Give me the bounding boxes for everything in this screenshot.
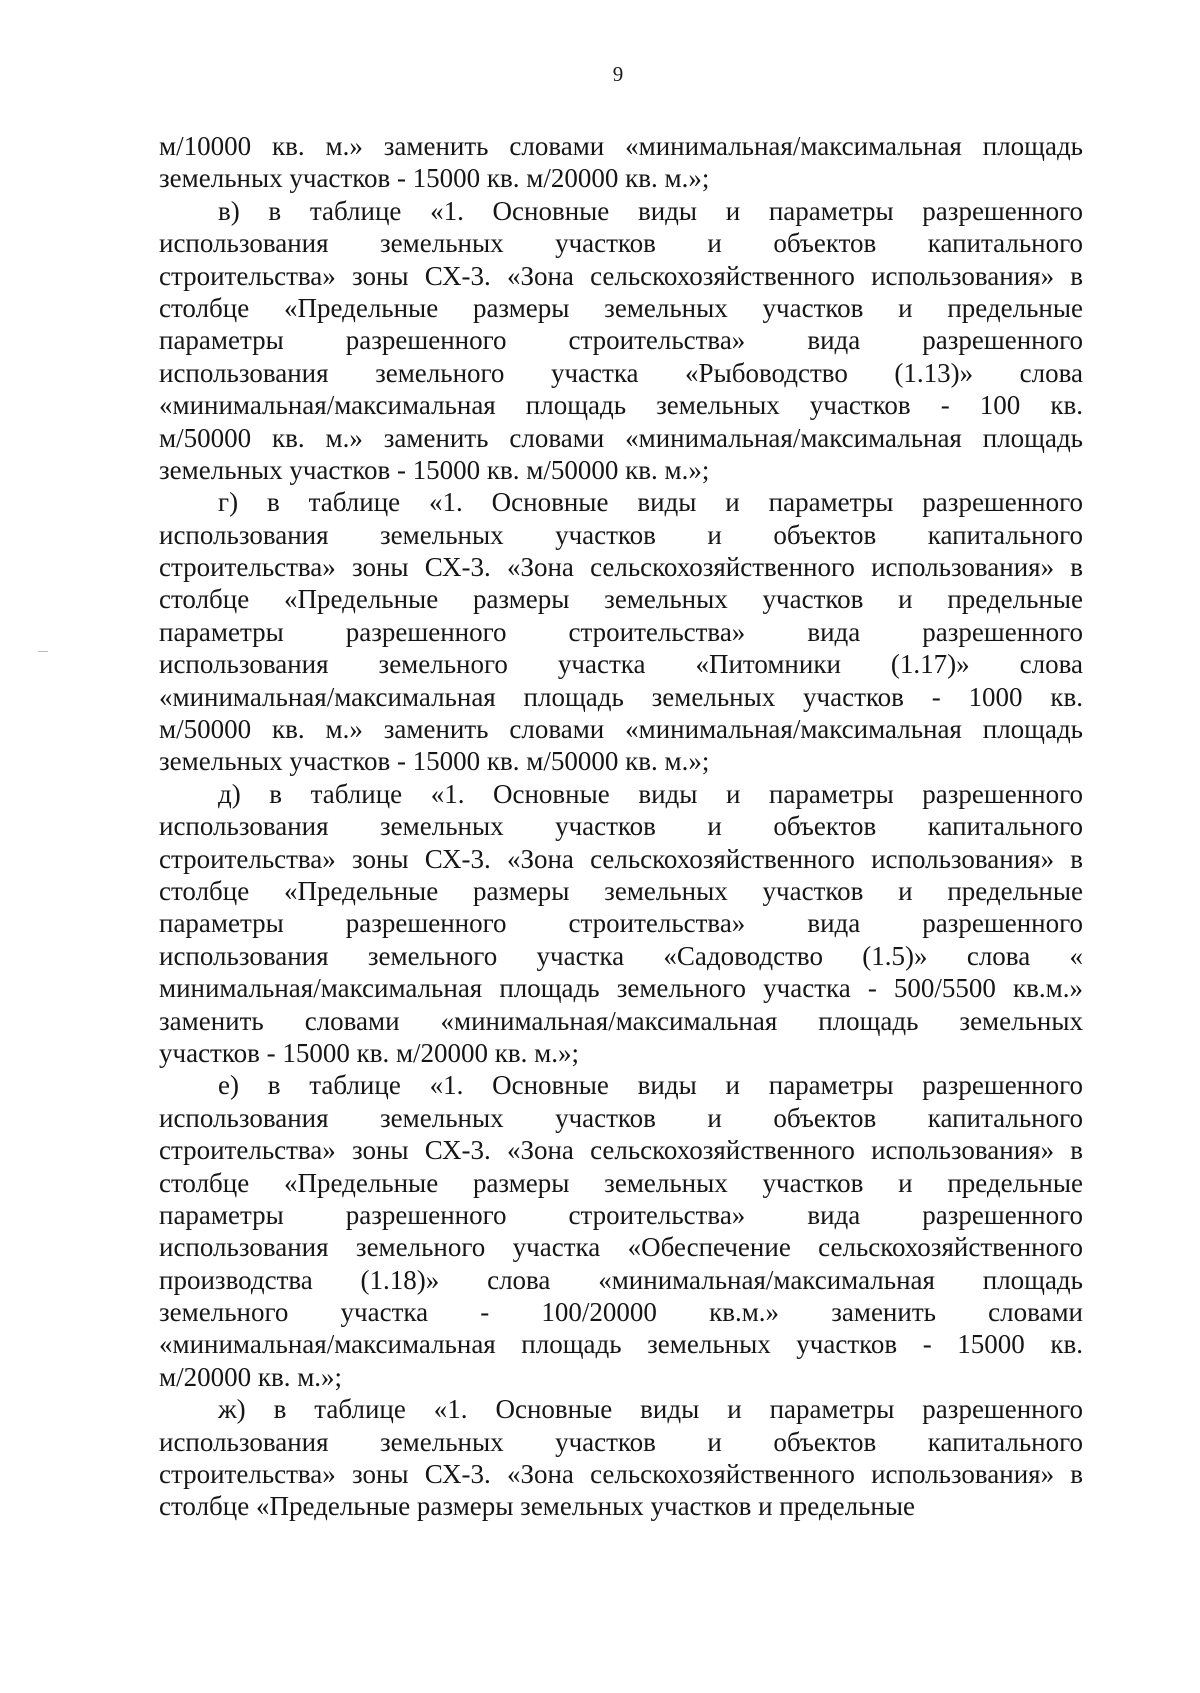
text-line: «минимальная/максимальная площадь земельных участков - 1000 кв. [159,681,1083,712]
text-line: строительства» зоны СХ-3. «Зона сельскохозяйственного использования» в [159,1135,1083,1166]
text-line: земельного участка - 100/20000 кв.м.» заменить словами [159,1297,1083,1328]
text-line: параметры разрешенного строительства» вида разрешенного [159,616,1083,647]
page-number: 9 [612,62,624,86]
text-line: использования земельного участка «Рыбоводство (1.13)» слова [159,357,1083,388]
paragraph-e [159,1069,1083,1393]
text-line: м/10000 кв. м.» заменить словами «минимальная/максимальная площадь [159,131,1083,161]
text-line: земельных участков - 15000 кв. м/50000 кв. м.»; [159,746,710,777]
text-line: использования земельных участков и объектов капитального [159,519,1083,550]
text-line: столбце «Предельные размеры земельных участков и предельные [159,584,1083,615]
text-line: использования земельных участков и объектов капитального [159,1102,1083,1133]
document-body [159,130,1083,1523]
text-line: столбце «Предельные размеры земельных участков и предельные [159,1491,915,1522]
text-line: строительства» зоны СХ-3. «Зона сельскохозяйственного использования» в [159,843,1083,874]
text-line: «минимальная/максимальная площадь земельных участков - 100 кв. [159,390,1083,421]
text-line: строительства» зоны СХ-3. «Зона сельскохозяйственного использования» в [159,1459,1083,1490]
text-line: параметры разрешенного строительства» вида разрешенного [159,1199,1083,1230]
text-line: столбце «Предельные размеры земельных участков и предельные [159,292,1083,323]
text-line: земельных участков - 15000 кв. м/20000 кв. м.»; [159,163,710,194]
paragraph-d [159,778,1083,1070]
text-line: ж) в таблице «1. Основные виды и параметры разрешенного [218,1394,1083,1425]
paragraph-cont [159,130,1083,195]
text-line: минимальная/максимальная площадь земельного участка - 500/5500 кв.м.» [159,973,1083,1004]
text-line: строительства» зоны СХ-3. «Зона сельскохозяйственного использования» в [159,260,1083,291]
text-line: строительства» зоны СХ-3. «Зона сельскохозяйственного использования» в [159,552,1083,583]
text-line: земельных участков - 15000 кв. м/50000 кв. м.»; [159,454,710,485]
paragraph-v [159,195,1083,487]
paragraph-g [159,486,1083,778]
text-line: использования земельного участка «Садоводство (1.5)» слова « [159,940,1083,971]
text-line: заменить словами «минимальная/максимальная площадь земельных [159,1005,1083,1036]
text-line: м/20000 кв. м.»; [159,1361,343,1392]
text-line: м/50000 кв. м.» заменить словами «минимальная/максимальная площадь [159,714,1083,745]
text-line: м/50000 кв. м.» заменить словами «минимальная/максимальная площадь [159,422,1083,453]
text-line: использования земельных участков и объектов капитального [159,811,1083,842]
text-line: использования земельного участка «Питомники (1.17)» слова [159,649,1083,680]
text-line: г) в таблице «1. Основные виды и параметры разрешенного [218,487,1083,518]
text-line: использования земельного участка «Обеспечение сельскохозяйственного [159,1232,1083,1263]
text-line: д) в таблице «1. Основные виды и параметры разрешенного [218,778,1083,809]
text-line: параметры разрешенного строительства» вида разрешенного [159,908,1083,939]
text-line: производства (1.18)» слова «минимальная/максимальная площадь [159,1264,1083,1295]
text-line: столбце «Предельные размеры земельных участков и предельные [159,1167,1083,1198]
text-line: е) в таблице «1. Основные виды и параметры разрешенного [218,1070,1083,1101]
text-line: использования земельных участков и объектов капитального [159,1426,1083,1457]
text-line: использования земельных участков и объектов капитального [159,228,1083,259]
text-line: столбце «Предельные размеры земельных участков и предельные [159,875,1083,906]
paragraph-zh [159,1393,1083,1523]
text-line: параметры разрешенного строительства» вида разрешенного [159,325,1083,356]
text-line: «минимальная/максимальная площадь земельных участков - 15000 кв. [159,1329,1083,1360]
scan-margin-mark [38,651,48,652]
text-line: в) в таблице «1. Основные виды и параметры разрешенного [218,195,1083,226]
text-line: участков - 15000 кв. м/20000 кв. м.»; [159,1037,579,1068]
